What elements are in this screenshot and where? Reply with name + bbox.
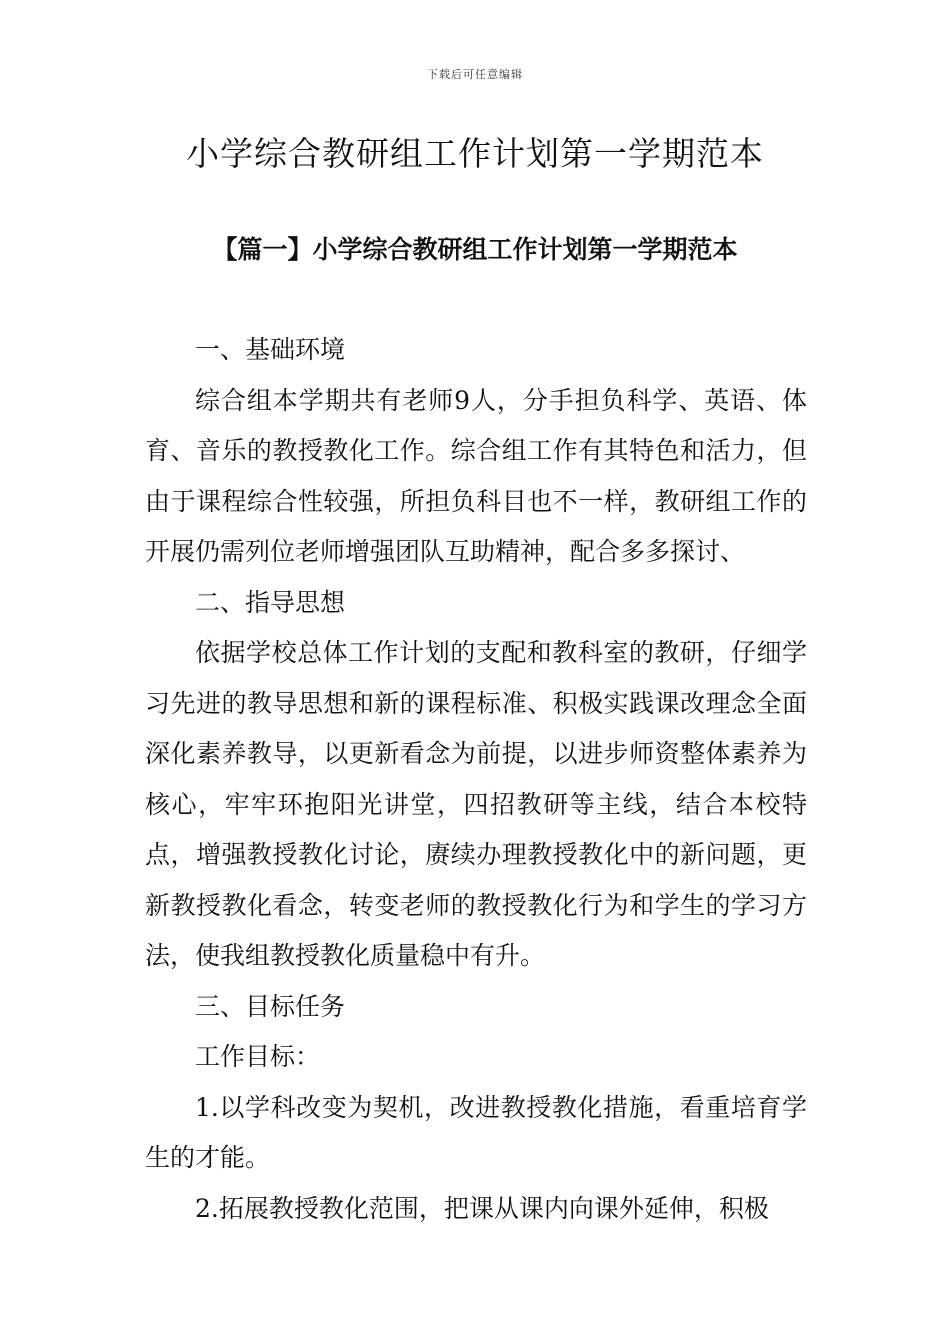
section-heading-background: 一、基础环境	[195, 335, 346, 364]
document-body	[145, 325, 807, 1234]
document-title: 小学综合教研组工作计划第一学期范本	[186, 134, 764, 173]
document-subtitle: 【篇一】小学综合教研组工作计划第一学期范本	[212, 235, 738, 264]
paragraph-work-goals-label: 工作目标：	[195, 1042, 321, 1071]
section-heading-goals-tasks: 三、目标任务	[195, 991, 346, 1021]
list-item-goal-1: 1.以学科改变为契机，改进教授教化措施，看重培育学生的才能。	[145, 1092, 807, 1172]
list-item-goal-2: 2.拓展教授教化范围，把课从课内向课外延伸，积极	[195, 1193, 769, 1223]
section-heading-guiding-ideology: 二、指导思想	[195, 587, 346, 617]
header-note: 下载后可任意编辑	[427, 68, 523, 81]
paragraph-guiding-ideology: 依据学校总体工作计划的支配和教科室的教研，仔细学习先进的教导思想和新的课程标准、积极实践课改理念全面深化素养教导，以更新看念为前提，以进步师资整体素养为核心，牢牢环抱阳光讲堂，四招教研等主线，结合本校特点，增强教授教化讨论，赓续办理教授教化中的新问题，更新教授教化看念，转变老师的教授教化行为和学生的学习方法，使我组教授教化质量稳中有升。	[145, 638, 807, 970]
paragraph-background: 综合组本学期共有老师9人，分手担负科学、英语、体育、音乐的教授教化工作。综合组工作有其特色和活力，但由于课程综合性较强，所担负科目也不一样，教研组工作的开展仍需列位老师增强团队互助精神，配合多多探讨、	[145, 385, 807, 566]
